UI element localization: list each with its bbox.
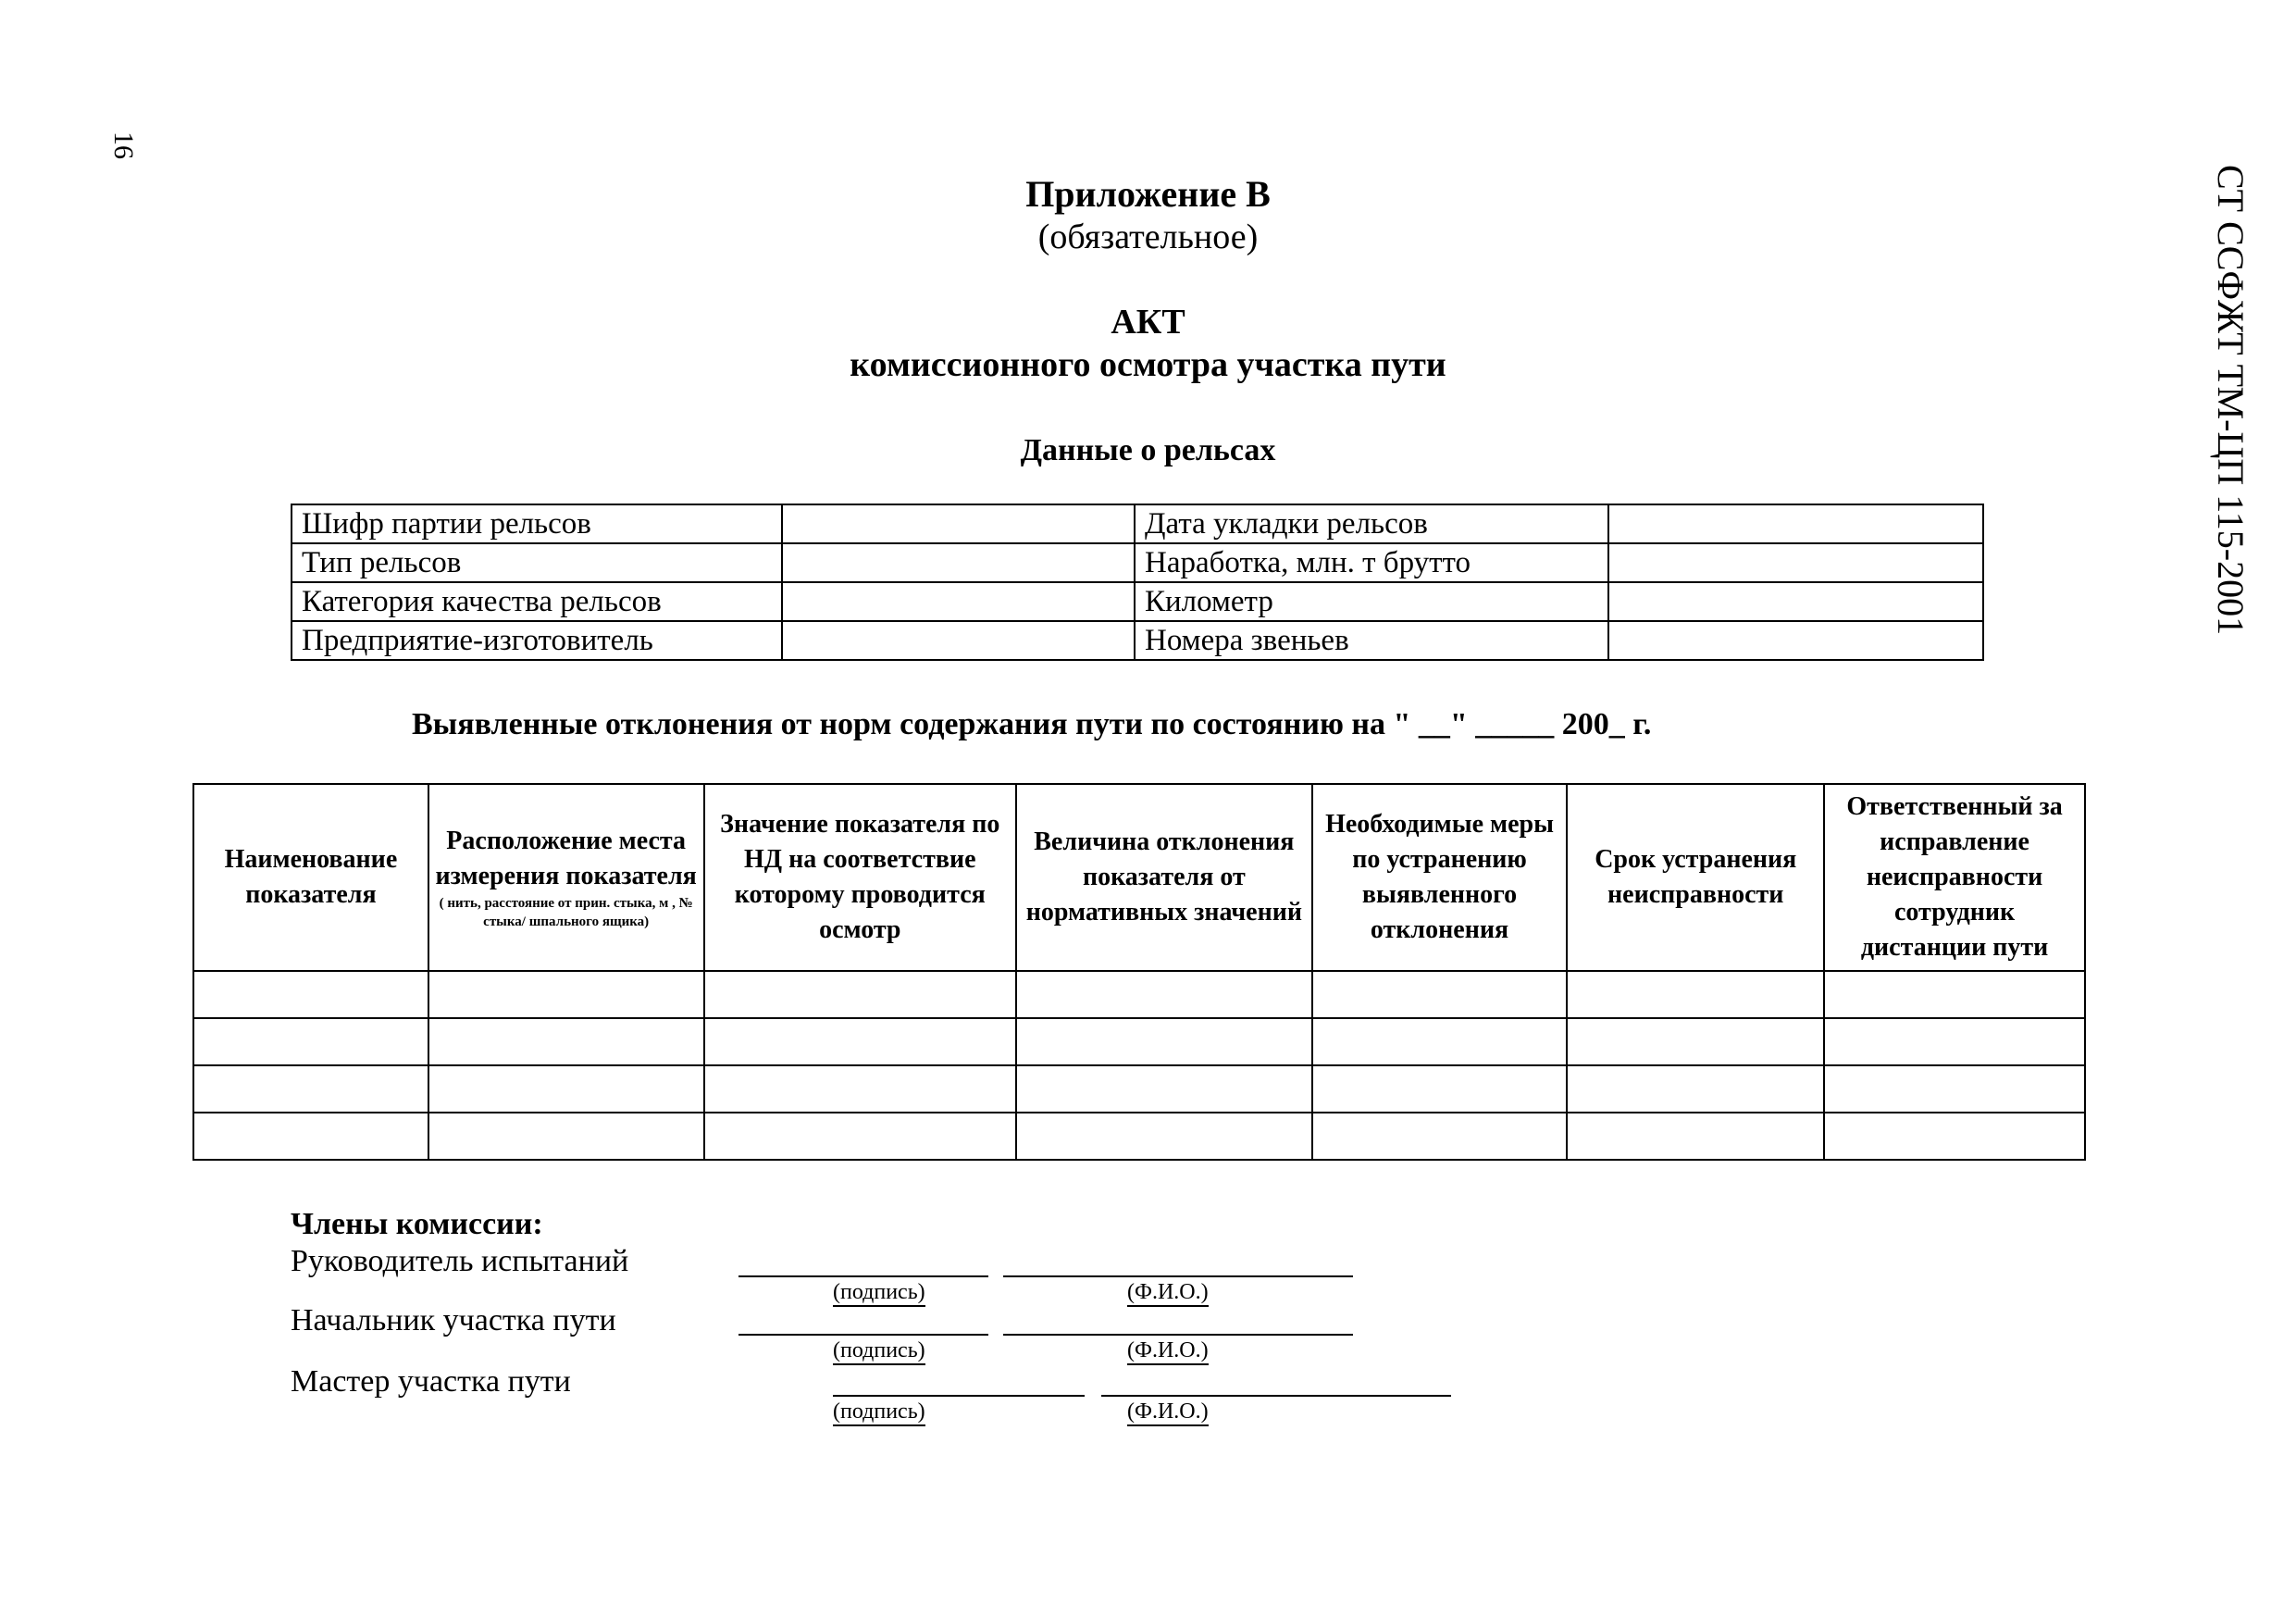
table-cell [1016,1018,1312,1065]
document-code: СТ ССФЖТ ТМ-ЦП 115-2001 [2210,165,2252,636]
field-value [782,582,1135,621]
field-label: Категория качества рельсов [292,582,782,621]
annex-subtitle: (обязательное) [1037,218,1259,256]
field-label: Километр [1135,582,1608,621]
table-cell [1824,1065,2085,1113]
field-label: Номера звеньев [1135,621,1608,660]
column-header: Наименование показателя [193,784,428,971]
page-number: 16 [108,131,139,159]
signature-caption: (подпись) [833,1281,925,1307]
act-subtitle: комиссионного осмотра участка пути [850,345,1446,384]
table-cell [428,1018,704,1065]
table-row [193,1018,2085,1065]
field-label: Дата укладки рельсов [1135,504,1608,543]
table-header-row [193,784,2085,971]
table-cell [1567,1065,1824,1113]
name-caption: (Ф.И.О.) [1127,1400,1209,1426]
table-row [193,1113,2085,1160]
table-cell [1016,1065,1312,1113]
annex-title: Приложение В [1025,173,1271,215]
field-label: Шифр партии рельсов [292,504,782,543]
column-header: Расположение места измерения показателя ( нить, расстояние от прин. стыка, м , № стыка/ шпального ящика) [428,784,704,971]
member-role: Начальник участка пути [291,1303,616,1337]
column-header: Величина отклонения показателя от нормативных значений [1016,784,1312,971]
table-cell [193,1113,428,1160]
name-line [1003,1275,1353,1277]
table-cell [1312,971,1568,1018]
table-cell [428,1065,704,1113]
member-role: Мастер участка пути [291,1364,571,1399]
commission-heading: Члены комиссии: [291,1207,543,1241]
table-row [193,1065,2085,1113]
signature-line [738,1334,988,1336]
signature-caption: (подпись) [833,1339,925,1365]
table-cell [1824,1113,2085,1160]
table-cell [1567,1018,1824,1065]
act-title: АКТ [1111,303,1185,342]
table-cell [1567,971,1824,1018]
table-cell [1312,1113,1568,1160]
field-label: Тип рельсов [292,543,782,582]
table-cell [428,1113,704,1160]
field-label: Предприятие-изготовитель [292,621,782,660]
deviations-table [192,783,2086,1161]
field-value [782,621,1135,660]
member-role: Руководитель испытаний [291,1244,629,1278]
name-line [1003,1334,1353,1336]
field-value [782,543,1135,582]
signature-line [833,1395,1085,1397]
table-cell [1312,1018,1568,1065]
name-caption: (Ф.И.О.) [1127,1339,1209,1365]
column-header: Ответственный за исправление неисправности сотрудник дистанции пути [1824,784,2085,971]
table-cell [704,1113,1017,1160]
table-cell [1016,971,1312,1018]
table-row [292,621,1983,660]
signature-caption: (подпись) [833,1400,925,1426]
column-note: ( нить, расстояние от прин. стыка, м , № стыка/ шпального ящика) [439,896,693,929]
name-line [1101,1395,1451,1397]
table-cell [1824,971,2085,1018]
field-value [1608,621,1983,660]
field-label: Наработка, млн. т брутто [1135,543,1608,582]
table-cell [704,1065,1017,1113]
table-cell [704,971,1017,1018]
deviations-heading: Выявленные отклонения от норм содержания пути по состоянию на " __" _____ 200_ г. [412,707,1652,741]
field-value [1608,582,1983,621]
table-cell [704,1018,1017,1065]
column-header: Значение показателя по НД на соответствие которому проводится осмотр [704,784,1017,971]
table-row [292,582,1983,621]
column-header: Необходимые меры по устранению выявленного отклонения [1312,784,1568,971]
column-header: Срок устранения неисправности [1567,784,1824,971]
table-cell [1312,1065,1568,1113]
field-value [1608,504,1983,543]
table-row [193,971,2085,1018]
table-cell [193,1018,428,1065]
table-cell [428,971,704,1018]
rails-data-table [291,504,1984,661]
table-cell [1567,1113,1824,1160]
table-cell [193,1065,428,1113]
field-value [782,504,1135,543]
name-caption: (Ф.И.О.) [1127,1281,1209,1307]
table-cell [193,971,428,1018]
field-value [1608,543,1983,582]
signature-line [738,1275,988,1277]
table-cell [1016,1113,1312,1160]
table-cell [1824,1018,2085,1065]
rails-data-heading: Данные о рельсах [1020,433,1276,467]
table-row [292,543,1983,582]
table-row [292,504,1983,543]
